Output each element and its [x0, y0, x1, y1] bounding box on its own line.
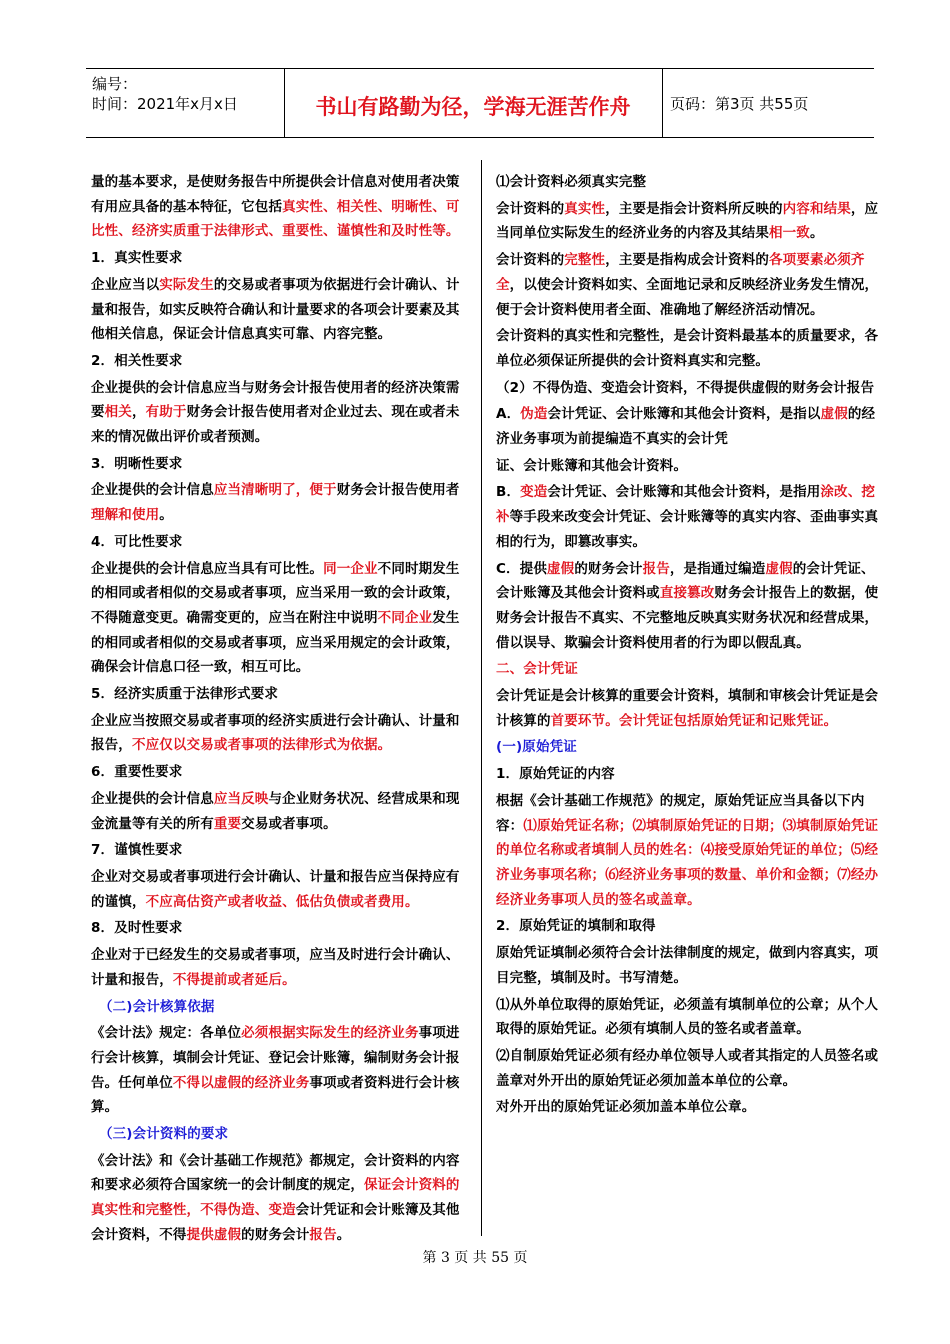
highlighted-text: 二、会计凭证	[496, 661, 578, 678]
text-run: 企业提供的会计信息	[91, 790, 214, 807]
highlighted-text: 相一致	[769, 225, 810, 242]
text-run: 企业提供的会计信息	[91, 482, 214, 499]
text-run: 财务会计报告使用者对企业过去、现在或者未来的情况做出评价或者预测。	[91, 404, 460, 446]
text-run: 4．可比性要求	[91, 533, 183, 550]
paragraph	[91, 349, 470, 374]
highlighted-text: 不得以虚假的经济业务	[172, 1074, 310, 1091]
paragraph	[91, 1021, 470, 1120]
paragraph	[496, 735, 880, 760]
text-run: 会计资料的	[496, 200, 565, 217]
highlighted-text: 涂改、挖补	[496, 484, 876, 526]
highlighted-text: 相关	[104, 404, 132, 421]
highlighted-text: 同一企业	[323, 560, 378, 577]
text-run: 会计凭证、会计账簿和其他会计资料，是指用	[547, 484, 821, 501]
text-run: 1．真实性要求	[91, 250, 183, 267]
highlighted-text: 不应仅以交易或者事项的法律形式为依据。	[131, 737, 392, 754]
paragraph	[91, 478, 470, 527]
highlighted-text: 不应高估资产或者收益、低估负债或者费用。	[145, 893, 419, 910]
highlighted-text: 不得提前或者延后。	[172, 971, 296, 988]
text-run: 事项进行会计核算，填制会计凭证、登记会计账簿，编制财务会计报告。任何单位	[91, 1025, 460, 1091]
text-run: 2．原始凭证的填制和取得	[496, 918, 656, 935]
text-run: 企业提供的会计信息应当与财务会计报告使用者的经济决策需要	[91, 379, 460, 421]
text-run: ，是指通过编造	[669, 560, 766, 577]
text-run: ⑴从外单位取得的原始凭证，必须盖有填制单位的公章；从个人取得的原始凭证。必须有填制人员的签名或者盖章。	[496, 996, 879, 1038]
paragraph	[496, 324, 880, 373]
text-run: 《会计法》规定：各单位	[91, 1025, 242, 1042]
highlighted-text: 各项要素必须齐全	[496, 252, 865, 293]
text-run: 。	[336, 1226, 351, 1243]
text-run: 的会计凭证、会计账簿及其他会计资料或	[496, 560, 875, 602]
header-meta-cell	[86, 69, 285, 137]
header-page-label: 页码：第3页 共55页	[670, 95, 809, 113]
text-run: 发生的相同或者相似的交易或者事项，应当采用规定的会计政策，确保会计信息口径一致，相互可比。	[91, 609, 460, 676]
paragraph	[91, 452, 470, 477]
text-run: 7．谨慎性要求	[91, 842, 183, 859]
highlighted-text: 应当清晰明了，便于	[213, 482, 337, 499]
text-run: ⑵自制原始凭证必须有经办单位领导人或者其指定的人员签名或盖章对外开出的原始凭证必须加盖本单位的公章。	[496, 1047, 879, 1089]
highlighted-text: 应当反映	[213, 790, 269, 807]
paragraph	[91, 530, 470, 555]
text-run: 财务会计报告上的数据，使财务会计报告不真实、不完整地反映真实财务状况和经营成果，借以误导、欺骗会计资料使用者的行为即以假乱真。	[496, 585, 879, 651]
text-run: ，	[131, 404, 146, 421]
text-run: A．	[496, 406, 521, 423]
text-run: 1．原始凭证的内容	[496, 766, 615, 783]
text-run: 证、会计账簿和其他会计资料。	[496, 457, 688, 474]
text-run: （2）不得伪造、变造会计资料，不得提供虚假的财务会计报告	[496, 379, 875, 396]
text-run: 与企业财务状况、经营成果和现金流量等有关的所有	[91, 790, 460, 832]
paragraph	[91, 170, 470, 244]
paragraph	[496, 993, 880, 1042]
text-run: 。	[809, 225, 824, 242]
paragraph	[91, 787, 470, 836]
text-run: 原始凭证填制必须符合会计法律制度的规定，做到内容真实，项目完整，填制及时。书写清楚。	[496, 945, 879, 986]
paragraph	[496, 684, 880, 733]
highlighted-text: 完整性	[564, 252, 606, 269]
highlighted-text: 不同企业	[377, 609, 433, 626]
text-run: 不同时期发生的相同或者相似的交易或者事项，应当采用一致的会计政策，不得随意变更。确需变更的，应当在附注中说明	[91, 560, 460, 626]
text-run: 企业应当按照交易或者事项的经济实质进行会计确认、计量和报告，	[91, 712, 460, 754]
text-run: 的财务会计	[241, 1226, 310, 1243]
highlighted-text: 实际发生	[159, 276, 214, 293]
text-run: 等手段来改变会计凭证、会计账簿等的真实内容、歪曲事实真相的行为，即篡改事实。	[496, 509, 879, 550]
text-run: ，应当同单位实际发生的经济业务的内容及其结果	[496, 200, 879, 242]
highlighted-text: 虚假	[820, 406, 848, 423]
text-run: ，主要是指会计资料所反映的	[605, 200, 783, 217]
text-run: 对外开出的原始凭证必须加盖本单位公章。	[496, 1099, 756, 1116]
text-run: B．	[496, 484, 521, 501]
highlighted-text: 伪造	[520, 406, 548, 423]
highlighted-text: 报告	[309, 1226, 337, 1243]
paragraph	[496, 454, 880, 479]
paragraph	[496, 248, 880, 322]
text-run: 会计资料的真实性和完整性，是会计资料最基本的质量要求，各单位必须保证所提供的会计资料真实和完整。	[496, 328, 879, 369]
paragraph	[91, 995, 470, 1020]
section-heading-text: (一)原始凭证	[496, 739, 577, 756]
paragraph	[496, 789, 880, 913]
paragraph	[91, 246, 470, 271]
text-run: 会计凭证和会计账簿及其他会计资料，不得	[91, 1202, 460, 1243]
highlighted-text: 真实性	[564, 200, 606, 217]
paragraph	[91, 682, 470, 707]
paragraph	[91, 1122, 470, 1147]
highlighted-text: 直接篡改	[659, 585, 715, 602]
text-run: C．提供	[496, 560, 548, 577]
right-text-column	[496, 170, 880, 1122]
text-run: 。	[159, 507, 173, 524]
text-run: 的交易或者事项为依据进行会计确认、计量和报告，如实反映符合确认和计量要求的各项会计要素及其他相关信息，保证会计信息真实可靠、内容完整。	[91, 276, 460, 343]
text-run: 5．经济实质重于法律形式要求	[91, 686, 278, 703]
highlighted-text: 提供虚假	[186, 1226, 242, 1243]
text-run: 会计资料的	[496, 252, 565, 269]
highlighted-text: 首要环节。会计凭证包括原始凭证和记账凭证。	[550, 712, 838, 729]
text-run: ，以使会计资料如实、全面地记录和反映经济业务发生情况，便于会计资料使用者全面、准确地了解经济活动情况。	[496, 276, 879, 318]
text-run: 财务会计报告使用者	[336, 482, 460, 499]
section-heading-text: （三)会计资料的要求	[99, 1126, 229, 1143]
text-run: 8．及时性要求	[91, 920, 183, 937]
text-run: 企业对交易或者事项进行会计确认、计量和报告应当保持应有的谨慎，	[91, 868, 460, 910]
document-time-label: 时间：2021年x月x日	[92, 95, 238, 113]
paragraph	[496, 914, 880, 939]
highlighted-text: 理解和使用	[91, 507, 160, 524]
text-run: 量的基本要求，是使财务报告中所提供会计信息对使用者决策有用应具备的基本特征，它包括	[91, 174, 460, 215]
text-run: ⑴会计资料必须真实完整	[496, 174, 647, 190]
page-header	[86, 68, 874, 138]
paragraph	[496, 480, 880, 554]
paragraph	[91, 916, 470, 941]
highlighted-text: 报告	[642, 560, 670, 577]
paragraph	[496, 1095, 880, 1120]
paragraph	[91, 760, 470, 785]
paragraph	[91, 865, 470, 914]
paragraph	[496, 941, 880, 990]
text-run: 企业提供的会计信息应当具有可比性。	[91, 560, 324, 577]
paragraph	[91, 557, 470, 681]
paragraph	[496, 170, 880, 195]
paragraph	[496, 762, 880, 787]
text-run: 6．重要性要求	[91, 764, 183, 781]
highlighted-text: 变造	[520, 484, 548, 501]
paragraph	[496, 657, 880, 682]
column-divider	[481, 160, 482, 1236]
highlighted-text: 虚假	[547, 560, 575, 577]
highlighted-text: 必须根据实际发生的经济业务	[241, 1025, 419, 1042]
paragraph	[91, 838, 470, 863]
paragraph	[91, 709, 470, 758]
header-motto-cell	[284, 69, 663, 137]
paragraph	[496, 376, 880, 401]
text-run: 的经济业务事项为前提编造不真实的会计凭	[496, 406, 876, 448]
text-run: 根据《会计基础工作规范》的规定，原始凭证应当具备以下内容：	[496, 792, 865, 834]
paragraph	[496, 1044, 880, 1093]
text-run: 《会计法》和《会计基础工作规范》都规定，会计资料的内容和要求必须符合国家统一的会计制度的规定，	[91, 1152, 460, 1194]
text-run: 会计凭证、会计账簿和其他会计资料，是指以	[547, 406, 821, 423]
section-heading-text: （二)会计核算依据	[99, 998, 215, 1015]
text-run: 2．相关性要求	[91, 352, 183, 369]
text-run: 企业对于已经发生的交易或者事项，应当及时进行会计确认、计量和报告，	[91, 947, 460, 988]
highlighted-text: 内容和结果	[782, 200, 851, 217]
paragraph	[91, 943, 470, 992]
paragraph	[496, 402, 880, 451]
highlighted-text: 保证会计资料的真实性和完整性，不得伪造、变造	[91, 1177, 460, 1219]
header-motto: 书山有路勤为径，学海无涯苦作舟	[315, 95, 631, 119]
highlighted-text: ⑴原始凭证名称；⑵填制原始凭证的日期；⑶填制原始凭证的单位名称或者填制人员的姓名：⑷接受原始凭证的单位；⑸经济业务事项名称；⑹经济业务事项的数量、单价和金额；⑺经办经济业务事项人员的签名或盖章。	[496, 817, 879, 908]
text-run: 会计凭证是会计核算的重要会计资料，填制和审核会计凭证是会计核算的	[496, 688, 879, 729]
paragraph	[496, 197, 880, 246]
text-run: 事项或者资料进行会计核算。	[91, 1074, 460, 1116]
paragraph	[91, 273, 470, 347]
highlighted-text: 有助于	[145, 404, 187, 421]
paragraph	[91, 1149, 470, 1248]
left-text-column	[91, 170, 470, 1250]
document-number-label: 编号：	[92, 75, 138, 93]
text-run: 企业应当以	[91, 276, 160, 293]
text-run: 3．明晰性要求	[91, 455, 183, 472]
paragraph	[496, 557, 880, 656]
text-run: ，主要是指构成会计资料的	[605, 252, 770, 269]
highlighted-text: 虚假	[765, 560, 793, 577]
highlighted-text: 真实性、相关性、明晰性、可比性、经济实质重于法律形式、重要性、谨慎性和及时性等。	[91, 198, 460, 240]
highlighted-text: 重要	[213, 815, 242, 832]
text-run: 交易或者事项。	[241, 815, 337, 832]
paragraph	[91, 376, 470, 450]
text-run: 的财务会计	[574, 560, 643, 577]
header-page-cell	[662, 69, 874, 137]
page-footer: 第 3 页 共 55 页	[422, 1250, 528, 1266]
